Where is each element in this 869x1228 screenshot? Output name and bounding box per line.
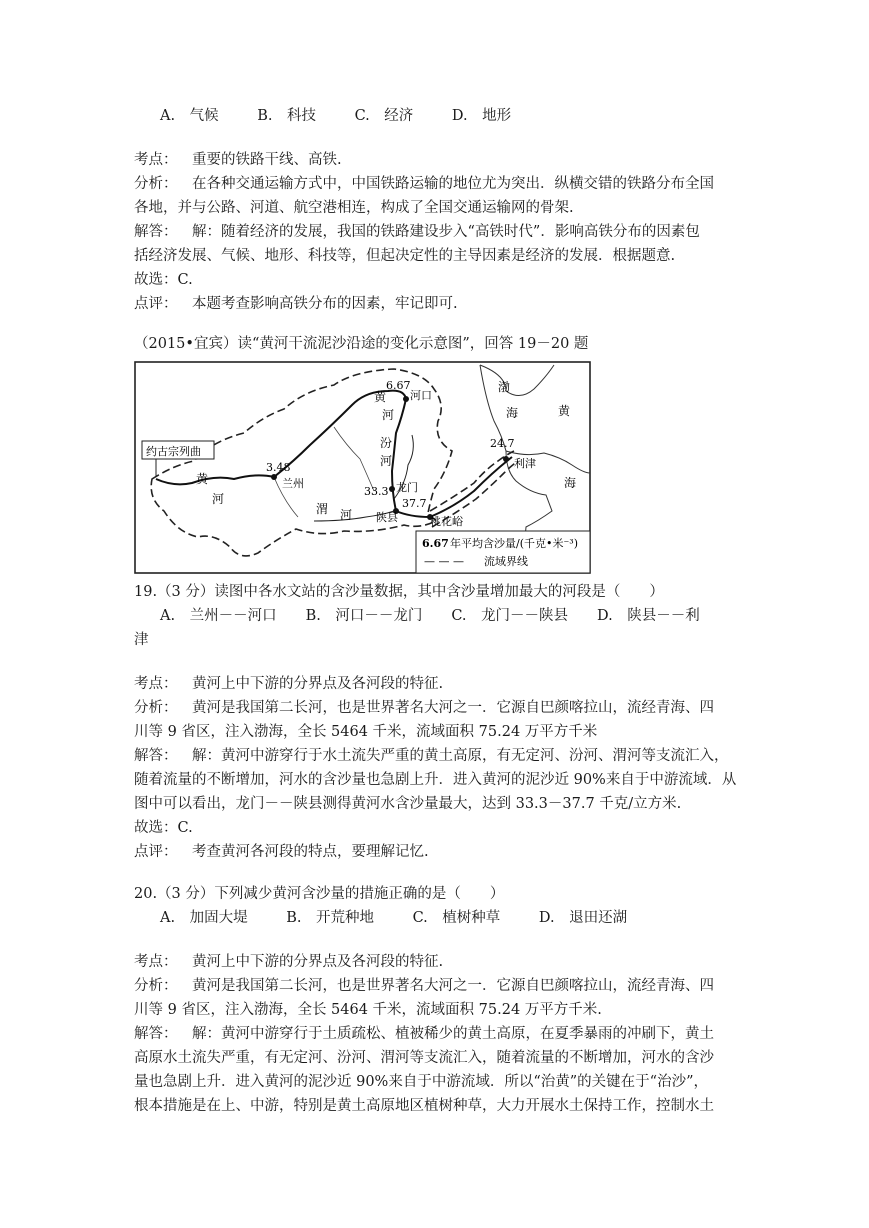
source-label: 约古宗列曲 xyxy=(146,445,201,458)
he-label-1: 河 xyxy=(382,408,395,422)
huang-label-2: 黄 xyxy=(196,472,209,486)
q20-fenxi: 分析： 黄河是我国第二长河，也是世界著名大河之一．它源自巴颜喀拉山，流经青海、四 xyxy=(134,978,714,994)
group-intro: （2015•宜宾）读“黄河干流泥沙沿途的变化示意图”，回答 19－20 题 xyxy=(134,336,589,352)
station-longmen-dot xyxy=(389,486,395,492)
lanzhou-value: 3.48 xyxy=(266,461,291,474)
q20-jieda-cont-1: 高原水土流失严重，有无定河、汾河、渭河等支流汇入，随着流量的不断增加，河水的含沙 xyxy=(134,1050,714,1066)
fen-label-2: 河 xyxy=(380,454,393,468)
q19-dianping: 点评： 考查黄河各河段的特点，要理解记忆. xyxy=(134,844,429,860)
q20-jieda-cont-3: 根本措施是在上、中游，特别是黄土高原地区植树种草，大力开展水土保持工作，控制水土 xyxy=(134,1098,714,1114)
q19-fenxi-cont: 川等 9 省区，注入渤海，全长 5464 千米，流域面积 75.24 万平方千米 xyxy=(134,724,598,740)
legend-value: 6.67 xyxy=(422,537,449,550)
q18-fenxi-cont: 各地，并与公路、河道、航空港相连，构成了全国交通运输网的骨架. xyxy=(134,200,574,216)
q18-dianping: 点评： 本题考查影响高铁分布的因素，牢记即可. xyxy=(134,296,458,312)
q20-option-c: C. 植树种草 xyxy=(412,910,501,926)
q20-fenxi-cont: 川等 9 省区，注入渤海，全长 5464 千米，流域面积 75.24 万平方千米. xyxy=(134,1002,602,1018)
huayuankou-name: 桃花峪 xyxy=(430,515,463,528)
q18-kaodian: 考点： 重要的铁路干线、高铁. xyxy=(134,152,342,168)
q18-option-c: C. 经济 xyxy=(354,108,414,124)
q18-jieda: 解答： 解：随着经济的发展，我国的铁路建设步入“高铁时代”．影响高铁分布的因素包 xyxy=(134,224,700,240)
hekou-value: 6.67 xyxy=(386,379,411,392)
legend-line: — — — xyxy=(424,555,464,568)
q19-options: A. 兰州－－河口 B. 河口－－龙门 C. 龙门－－陕县 D. 陕县－－利 xyxy=(160,608,700,624)
q19-fenxi: 分析： 黄河是我国第二长河，也是世界著名大河之一．它源自巴颜喀拉山，流经青海、四 xyxy=(134,700,714,716)
huang-label-3: 黄 xyxy=(558,404,571,418)
q19-answer: 故选：C. xyxy=(134,820,193,836)
hai-label-2: 海 xyxy=(564,476,577,490)
station-lanzhou-dot xyxy=(271,474,277,480)
q18-option-d: D. 地形 xyxy=(451,108,512,124)
q20-option-b: B. 开荒种地 xyxy=(286,910,374,926)
q20-jieda-cont-2: 量也急剧上升．进入黄河的泥沙近 90%来自于中游流域．所以“治黄”的关键在于“治沙”， xyxy=(134,1074,708,1090)
q19-stem: 19.（3 分）读图中各水文站的含沙量数据，其中含沙量增加最大的河段是（ ） xyxy=(134,584,664,600)
wei-label-2: 河 xyxy=(340,508,353,522)
station-lijin-dot xyxy=(503,456,509,462)
q20-option-a: A. 加固大堤 xyxy=(160,910,248,926)
q19-jieda-cont-2: 图中可以看出，龙门－－陕县测得黄河水含沙量最大，达到 33.3－37.7 千克/立方米. xyxy=(134,796,682,812)
hekou-name: 河口 xyxy=(410,389,432,402)
q19-jieda-cont-1: 随着流量的不断增加，河水的含沙量也急剧上升．进入黄河的泥沙近 90%来自于中游流域．从 xyxy=(134,772,737,788)
legend-item-2: 流域界线 xyxy=(484,555,528,568)
longmen-name: 龙门 xyxy=(396,481,418,494)
yellow-river-sediment-map xyxy=(134,361,591,574)
hai-label-1: 海 xyxy=(506,406,519,420)
lanzhou-name: 兰州 xyxy=(282,477,304,490)
q18-fenxi: 分析： 在各种交通运输方式中，中国铁路运输的地位尤为突出．纵横交错的铁路分布全国 xyxy=(134,176,714,192)
fen-label-1: 汾 xyxy=(380,436,393,450)
q20-option-d: D. 退田还湖 xyxy=(538,910,628,926)
bo-label: 渤 xyxy=(498,380,511,394)
q20-stem: 20.（3 分）下列减少黄河含沙量的措施正确的是（ ） xyxy=(134,886,505,902)
q19-jieda: 解答： 解：黄河中游穿行于水土流失严重的黄土高原，有无定河、汾河、渭河等支流汇入， xyxy=(134,748,729,764)
longmen-value: 33.3 xyxy=(364,485,389,498)
he-label-2: 河 xyxy=(212,492,225,506)
legend-item-1: 年平均含沙量/(千克•米⁻³) xyxy=(450,537,578,550)
q18-option-a: A. 气候 xyxy=(160,108,219,124)
q20-options xyxy=(160,908,770,928)
shanxian-value: 37.7 xyxy=(402,497,427,510)
shanxian-name: 陕县 xyxy=(376,511,398,524)
huang-label-1: 黄 xyxy=(374,390,387,404)
q18-answer: 故选：C. xyxy=(134,272,193,288)
lijin-value: 24.7 xyxy=(490,437,515,450)
lijin-name: 利津 xyxy=(514,457,536,470)
q18-options xyxy=(160,106,770,126)
q20-kaodian: 考点： 黄河上中下游的分界点及各河段的特征. xyxy=(134,954,444,970)
q20-jieda: 解答： 解：黄河中游穿行于土质疏松、植被稀少的黄土高原，在夏季暴雨的冲刷下，黄土 xyxy=(134,1026,714,1042)
station-hekou-dot xyxy=(403,396,409,402)
wei-label-1: 渭 xyxy=(316,502,329,516)
q18-option-b: B. 科技 xyxy=(257,108,316,124)
q19-options-cont: 津 xyxy=(134,632,149,648)
q18-jieda-cont: 括经济发展、气候、地形、科技等，但起决定性的主导因素是经济的发展．根据题意. xyxy=(134,248,676,264)
q19-kaodian: 考点： 黄河上中下游的分界点及各河段的特征. xyxy=(134,676,444,692)
map-svg xyxy=(134,361,591,574)
